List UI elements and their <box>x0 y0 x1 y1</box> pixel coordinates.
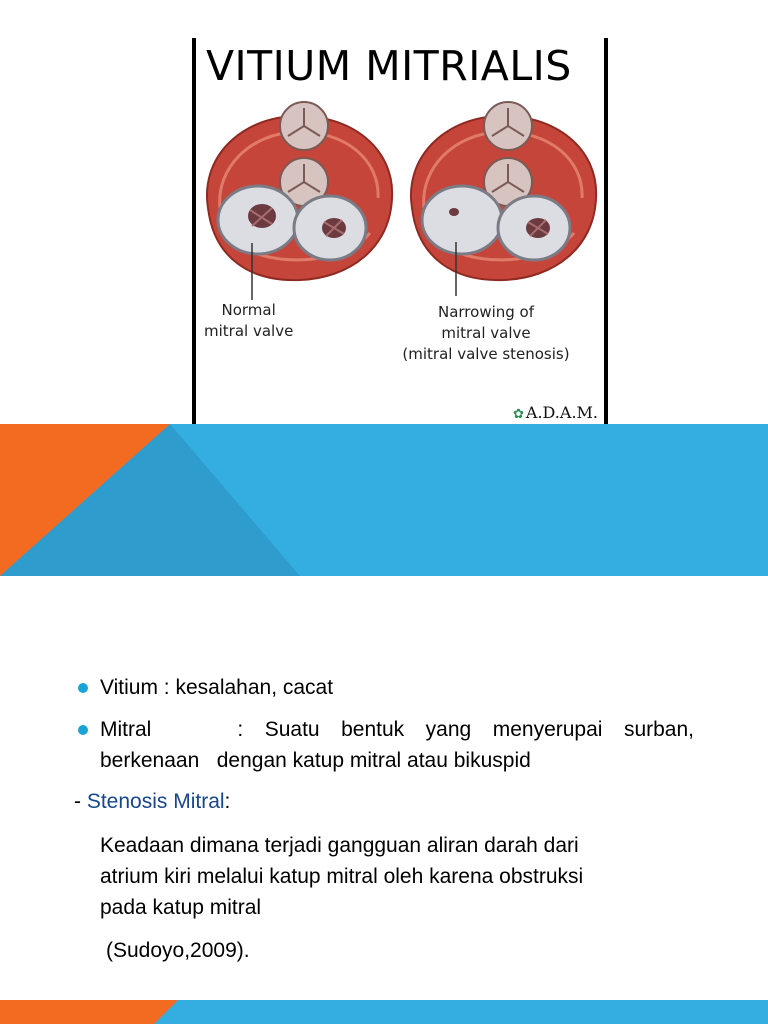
stenosis-term: Stenosis Mitral <box>86 790 225 813</box>
bullet-text-line1: Mitral : Suatu bentuk yang menyerupai surban, <box>100 718 694 741</box>
bullet-dot <box>78 683 88 693</box>
heart-valve-figure <box>192 38 608 424</box>
definition-line: Keadaan dimana terjadi gangguan aliran darah dari <box>100 834 579 857</box>
dash-prefix: - <box>74 790 87 813</box>
slide-title: VITIUM MITRIALIS <box>206 42 572 90</box>
definition-heading <box>74 786 694 817</box>
slide-body <box>74 672 694 966</box>
leaf-icon: ✿ <box>513 407 524 422</box>
bottom-decorative-band <box>0 1000 768 1024</box>
definition-line: atrium kiri melalui katup mitral oleh karena obstruksi <box>100 865 584 888</box>
bullet-vitium <box>78 672 694 703</box>
stenosis-valve-caption: Narrowing of mitral valve (mitral valve stenosis) <box>402 303 570 363</box>
definition-line: pada katup mitral <box>100 896 262 919</box>
term-colon: : <box>224 790 231 813</box>
bullet-text: Vitium : kesalahan, cacat <box>100 676 334 699</box>
definition-paragraph <box>78 830 694 923</box>
bullet-mitral <box>78 714 694 776</box>
bullet-text-line2: berkenaan dengan katup mitral atau bikuspid <box>100 749 531 772</box>
adam-credit: ✿ A.D.A.M. <box>513 403 598 422</box>
citation: (Sudoyo,2009). <box>106 939 250 962</box>
normal-valve-caption: Normal mitral valve <box>204 301 294 340</box>
decorative-band <box>0 424 768 576</box>
bullet-dot <box>78 725 88 735</box>
caption-pointer-lines <box>192 38 608 424</box>
